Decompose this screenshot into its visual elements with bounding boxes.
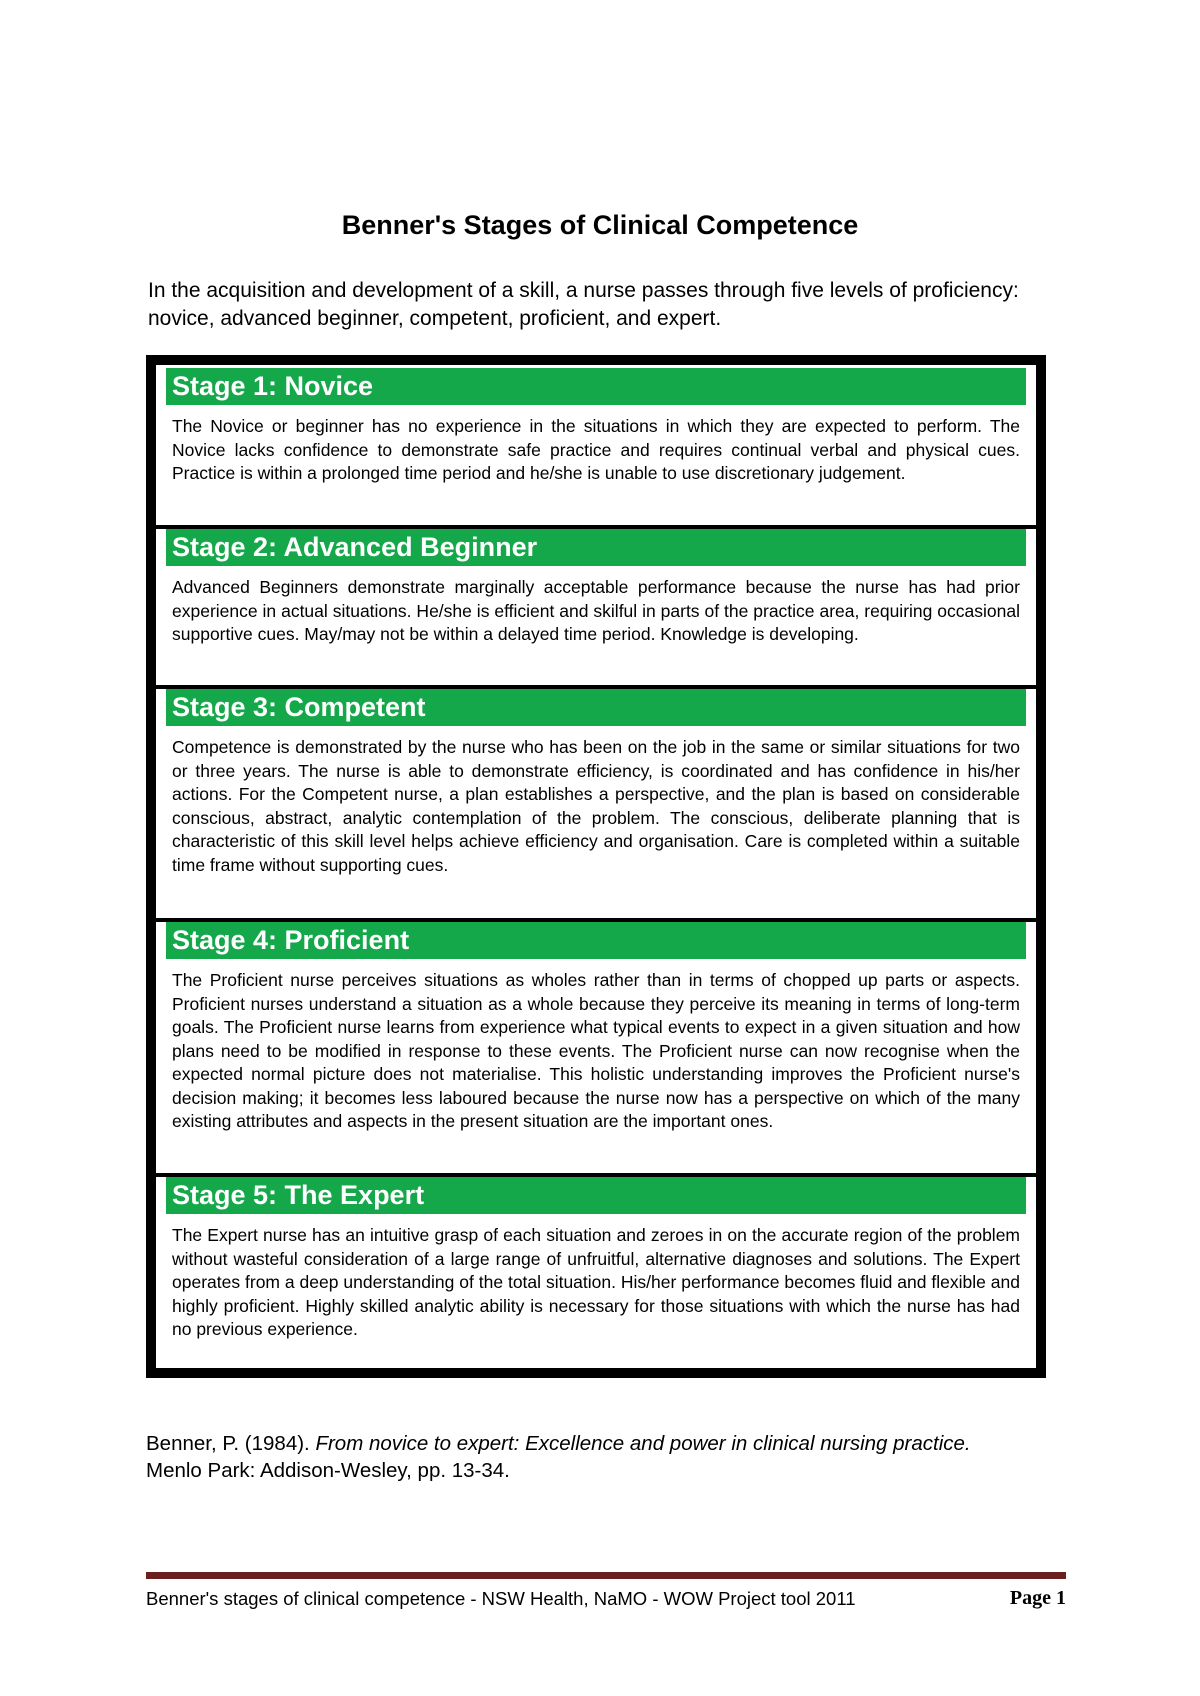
stage-heading: Stage 3: Competent [166,689,1026,726]
stage-description: The Proficient nurse perceives situations as wholes rather than in terms of chopped up parts or aspects. Proficient nurses understand a situation as a whole because they perceive its meaning in terms of long-term goals. The Proficient nurse learns from experience what typical events to expect in a given situation and how plans need to be modified in response to these events. The Proficient nurse can now recognise when the expected normal picture does not materialise. This holistic understanding improves the Proficient nurse's decision making; it becomes less laboured because the nurse now has a perspective on which of the many existing attributes and aspects in the present situation are the important ones. [172,970,1020,1131]
page-number: Page 1 [1009,1587,1066,1609]
intro-paragraph: In the acquisition and development of a skill, a nurse passes through five levels of proficiency: novice, advanced beginner, competent, proficient, and expert. [148,279,1019,330]
footer-rule [146,1572,1066,1579]
stage-1 [166,368,1026,486]
page-title: Benner's Stages of Clinical Competence [341,210,859,240]
stage-2 [166,529,1026,647]
stage-description: The Expert nurse has an intuitive grasp of each situation and zeroes in on the accurate region of the problem without wasteful consideration of a large range of unfruitful, alternative diagnoses and solutions. The Expert operates from a deep understanding of the total situation. His/her performance becomes fluid and flexible and highly proficient. Highly skilled analytic ability is necessary for those situations with which the nurse has had no previous experience. [172,1225,1020,1339]
stages-box [146,355,1046,1378]
stage-heading: Stage 4: Proficient [166,922,1026,959]
stage-5 [166,1177,1026,1342]
stage-description: Competence is demonstrated by the nurse who has been on the job in the same or similar situations for two or three years. The nurse is able to demonstrate efficiency, is coordinated and has confidence in his/her actions. For the Competent nurse, a plan establishes a perspective, and the plan is based on considerable conscious, abstract, analytic contemplation of the problem. The conscious, deliberate planning that is characteristic of this skill level helps achieve efficiency and organisation. Care is completed within a suitable time frame without supporting cues. [172,737,1020,875]
reference-book-title: From novice to expert: Excellence and power in clinical nursing practice. [315,1432,971,1455]
stage-4 [166,922,1026,1134]
stage-description: The Novice or beginner has no experience in the situations in which they are expected to perform. The Novice lacks confidence to demonstrate safe practice and requires continual verbal and physical cues. Practice is within a prolonged time period and he/she is unable to use discretionary judgement. [172,416,1020,483]
stage-heading: Stage 5: The Expert [166,1177,1026,1214]
reference-publisher: Menlo Park: Addison-Wesley, pp. 13-34. [146,1459,510,1482]
stage-description: Advanced Beginners demonstrate marginally acceptable performance because the nurse has had prior experience in actual situations. He/she is efficient and skilful in parts of the practice area, requiring occasional supportive cues. May/may not be within a delayed time period. Knowledge is developing. [172,577,1020,644]
stage-3 [166,689,1026,877]
footer-text: Benner's stages of clinical competence - NSW Health, NaMO - WOW Project tool 2011 [146,1588,856,1609]
stage-heading: Stage 2: Advanced Beginner [166,529,1026,566]
reference-prefix: Benner, P. (1984). [146,1432,316,1455]
reference-citation [146,1430,1106,1484]
stage-heading: Stage 1: Novice [166,368,1026,405]
